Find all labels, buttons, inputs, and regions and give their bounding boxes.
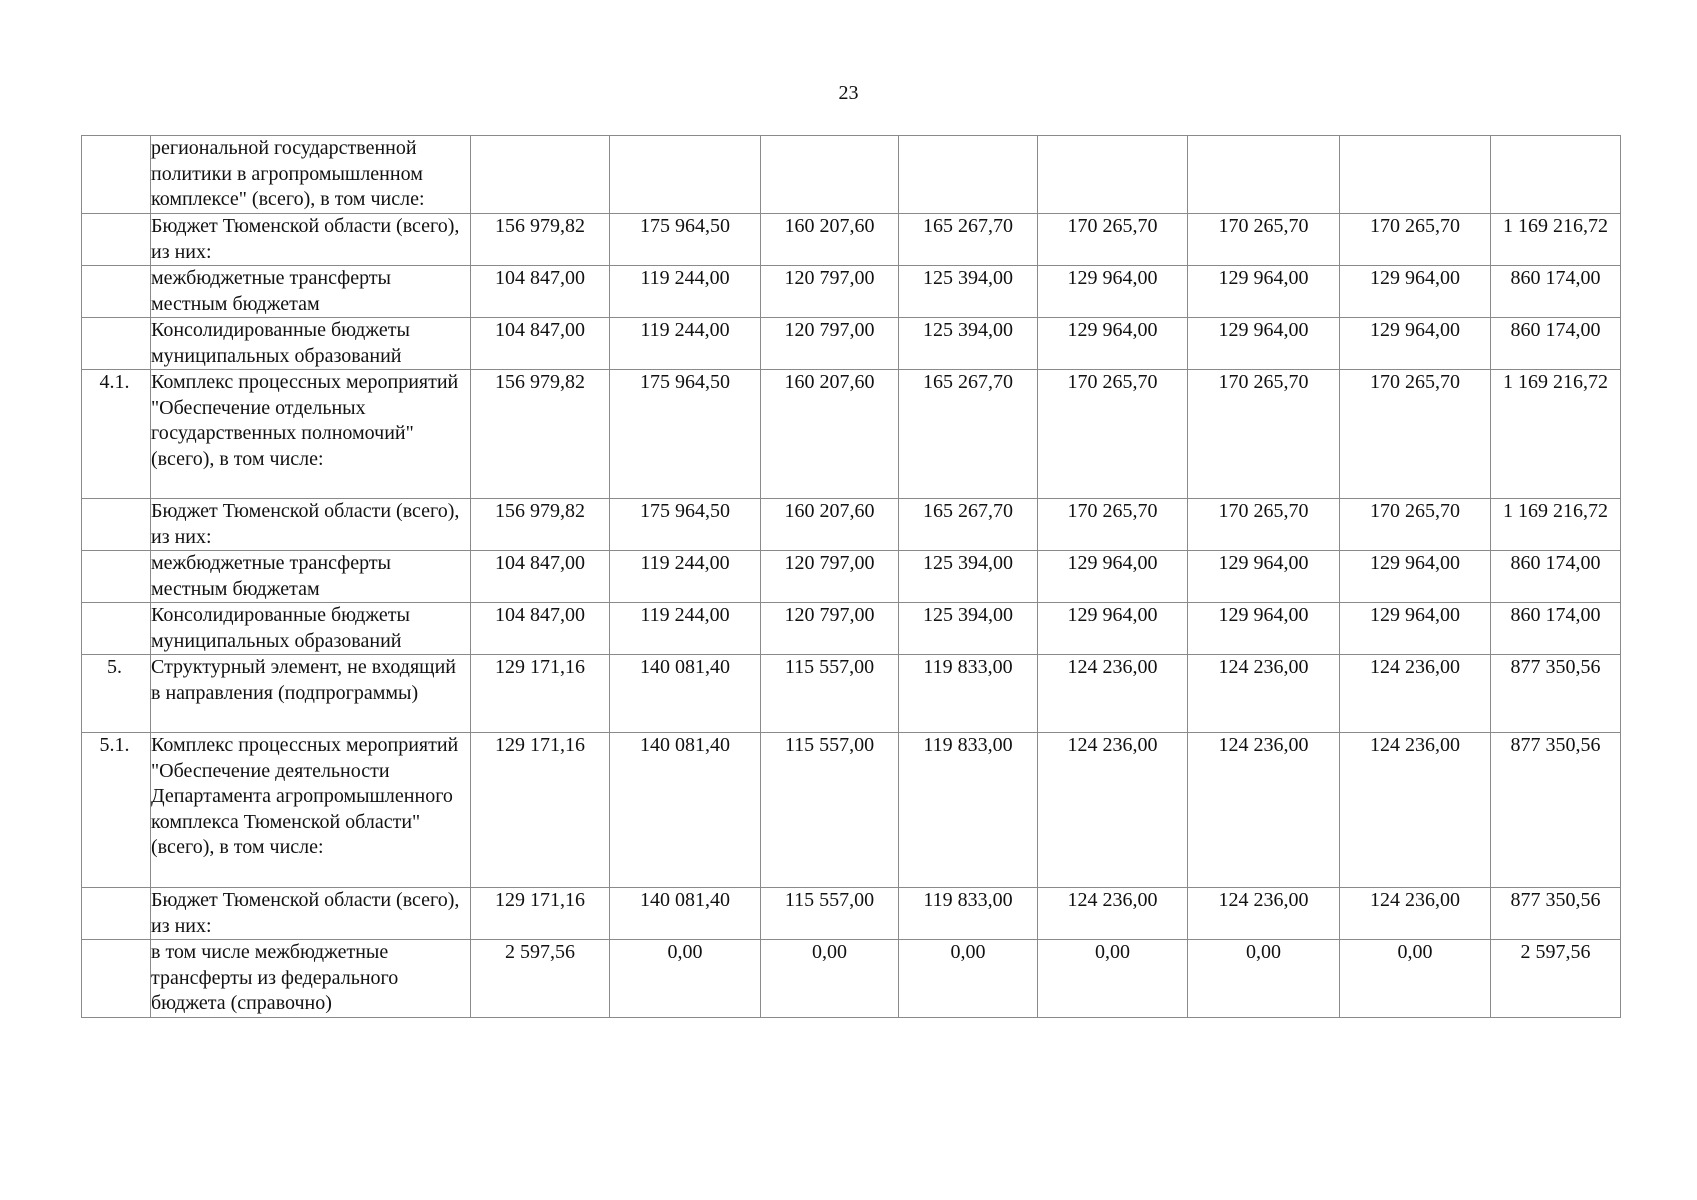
table-row bbox=[82, 551, 1621, 603]
value-cell: 170 265,70 bbox=[1188, 370, 1340, 499]
value-cell: 165 267,70 bbox=[899, 214, 1038, 266]
value-cell: 165 267,70 bbox=[899, 499, 1038, 551]
row-number-cell bbox=[82, 318, 151, 370]
value-cell bbox=[610, 136, 761, 214]
value-cell: 129 964,00 bbox=[1340, 318, 1491, 370]
table-row bbox=[82, 318, 1621, 370]
row-description-cell: региональной государственной политики в агропромышленном комплексе" (всего), в том числе: bbox=[151, 136, 471, 214]
value-cell: 129 964,00 bbox=[1038, 603, 1188, 655]
value-cell: 1 169 216,72 bbox=[1491, 499, 1621, 551]
value-cell: 156 979,82 bbox=[471, 214, 610, 266]
row-description-cell: Консолидированные бюджеты муниципальных образований bbox=[151, 603, 471, 655]
value-cell: 2 597,56 bbox=[1491, 940, 1621, 1018]
value-cell: 860 174,00 bbox=[1491, 551, 1621, 603]
value-cell: 140 081,40 bbox=[610, 733, 761, 888]
table-row bbox=[82, 888, 1621, 940]
row-description-cell: Бюджет Тюменской области (всего), из них: bbox=[151, 888, 471, 940]
value-cell: 119 244,00 bbox=[610, 318, 761, 370]
value-cell: 129 964,00 bbox=[1188, 551, 1340, 603]
row-number-cell bbox=[82, 136, 151, 214]
value-cell: 170 265,70 bbox=[1038, 499, 1188, 551]
row-description-cell: Бюджет Тюменской области (всего), из них: bbox=[151, 214, 471, 266]
value-cell: 156 979,82 bbox=[471, 370, 610, 499]
value-cell: 104 847,00 bbox=[471, 603, 610, 655]
value-cell: 170 265,70 bbox=[1188, 499, 1340, 551]
value-cell: 1 169 216,72 bbox=[1491, 370, 1621, 499]
value-cell: 124 236,00 bbox=[1038, 733, 1188, 888]
value-cell: 129 964,00 bbox=[1188, 266, 1340, 318]
value-cell: 129 964,00 bbox=[1038, 551, 1188, 603]
value-cell: 1 169 216,72 bbox=[1491, 214, 1621, 266]
row-number-cell bbox=[82, 603, 151, 655]
value-cell: 120 797,00 bbox=[761, 551, 899, 603]
value-cell: 124 236,00 bbox=[1340, 888, 1491, 940]
value-cell: 170 265,70 bbox=[1038, 370, 1188, 499]
value-cell: 860 174,00 bbox=[1491, 266, 1621, 318]
value-cell: 119 833,00 bbox=[899, 733, 1038, 888]
value-cell: 860 174,00 bbox=[1491, 603, 1621, 655]
value-cell: 129 171,16 bbox=[471, 655, 610, 733]
value-cell: 129 171,16 bbox=[471, 733, 610, 888]
value-cell: 0,00 bbox=[1188, 940, 1340, 1018]
value-cell: 124 236,00 bbox=[1340, 655, 1491, 733]
value-cell: 160 207,60 bbox=[761, 499, 899, 551]
value-cell: 129 964,00 bbox=[1188, 318, 1340, 370]
table-row bbox=[82, 655, 1621, 733]
value-cell: 140 081,40 bbox=[610, 888, 761, 940]
row-description-cell: Структурный элемент, не входящий в направления (подпрограммы) bbox=[151, 655, 471, 733]
value-cell bbox=[1038, 136, 1188, 214]
value-cell: 860 174,00 bbox=[1491, 318, 1621, 370]
value-cell: 125 394,00 bbox=[899, 551, 1038, 603]
value-cell: 119 244,00 bbox=[610, 551, 761, 603]
value-cell: 0,00 bbox=[1340, 940, 1491, 1018]
value-cell: 175 964,50 bbox=[610, 370, 761, 499]
value-cell: 0,00 bbox=[761, 940, 899, 1018]
value-cell: 175 964,50 bbox=[610, 499, 761, 551]
budget-table bbox=[81, 135, 1621, 1018]
page-number: 23 bbox=[838, 82, 859, 104]
value-cell: 119 833,00 bbox=[899, 655, 1038, 733]
value-cell: 119 244,00 bbox=[610, 266, 761, 318]
row-number-cell bbox=[82, 214, 151, 266]
value-cell: 0,00 bbox=[610, 940, 761, 1018]
value-cell: 129 964,00 bbox=[1340, 551, 1491, 603]
row-description-cell: в том числе межбюджетные трансферты из федерального бюджета (справочно) bbox=[151, 940, 471, 1018]
value-cell: 120 797,00 bbox=[761, 266, 899, 318]
value-cell: 125 394,00 bbox=[899, 603, 1038, 655]
value-cell: 160 207,60 bbox=[761, 370, 899, 499]
value-cell: 2 597,56 bbox=[471, 940, 610, 1018]
value-cell: 877 350,56 bbox=[1491, 655, 1621, 733]
value-cell: 119 244,00 bbox=[610, 603, 761, 655]
value-cell: 124 236,00 bbox=[1340, 733, 1491, 888]
table-row bbox=[82, 370, 1621, 499]
value-cell: 156 979,82 bbox=[471, 499, 610, 551]
value-cell: 170 265,70 bbox=[1188, 214, 1340, 266]
table-row bbox=[82, 603, 1621, 655]
value-cell: 124 236,00 bbox=[1038, 655, 1188, 733]
value-cell bbox=[1491, 136, 1621, 214]
value-cell: 165 267,70 bbox=[899, 370, 1038, 499]
value-cell: 175 964,50 bbox=[610, 214, 761, 266]
value-cell: 170 265,70 bbox=[1038, 214, 1188, 266]
value-cell: 120 797,00 bbox=[761, 318, 899, 370]
value-cell: 0,00 bbox=[899, 940, 1038, 1018]
value-cell: 170 265,70 bbox=[1340, 214, 1491, 266]
value-cell: 119 833,00 bbox=[899, 888, 1038, 940]
row-description-cell: Комплекс процессных мероприятий "Обеспечение отдельных государственных полномочий" (всего), в том числе: bbox=[151, 370, 471, 499]
table-row bbox=[82, 214, 1621, 266]
value-cell: 104 847,00 bbox=[471, 318, 610, 370]
value-cell: 115 557,00 bbox=[761, 655, 899, 733]
row-number-cell bbox=[82, 499, 151, 551]
value-cell: 129 964,00 bbox=[1340, 266, 1491, 318]
row-number-cell bbox=[82, 888, 151, 940]
value-cell: 124 236,00 bbox=[1038, 888, 1188, 940]
value-cell: 160 207,60 bbox=[761, 214, 899, 266]
row-number-cell: 5.1. bbox=[82, 733, 151, 888]
value-cell: 104 847,00 bbox=[471, 266, 610, 318]
value-cell: 140 081,40 bbox=[610, 655, 761, 733]
value-cell bbox=[1340, 136, 1491, 214]
value-cell: 129 171,16 bbox=[471, 888, 610, 940]
row-number-cell bbox=[82, 940, 151, 1018]
value-cell: 170 265,70 bbox=[1340, 370, 1491, 499]
value-cell: 104 847,00 bbox=[471, 551, 610, 603]
table-body bbox=[82, 136, 1621, 1018]
value-cell: 125 394,00 bbox=[899, 266, 1038, 318]
table-row bbox=[82, 499, 1621, 551]
value-cell bbox=[471, 136, 610, 214]
value-cell: 124 236,00 bbox=[1188, 888, 1340, 940]
value-cell: 120 797,00 bbox=[761, 603, 899, 655]
row-number-cell: 4.1. bbox=[82, 370, 151, 499]
row-number-cell bbox=[82, 551, 151, 603]
value-cell: 877 350,56 bbox=[1491, 888, 1621, 940]
table-row bbox=[82, 733, 1621, 888]
row-description-cell: Бюджет Тюменской области (всего), из них: bbox=[151, 499, 471, 551]
row-description-cell: межбюджетные трансферты местным бюджетам bbox=[151, 266, 471, 318]
value-cell: 115 557,00 bbox=[761, 733, 899, 888]
value-cell bbox=[761, 136, 899, 214]
row-number-cell: 5. bbox=[82, 655, 151, 733]
value-cell: 124 236,00 bbox=[1188, 655, 1340, 733]
value-cell bbox=[1188, 136, 1340, 214]
value-cell: 129 964,00 bbox=[1038, 318, 1188, 370]
value-cell: 129 964,00 bbox=[1340, 603, 1491, 655]
value-cell: 170 265,70 bbox=[1340, 499, 1491, 551]
table-row bbox=[82, 136, 1621, 214]
value-cell: 129 964,00 bbox=[1188, 603, 1340, 655]
value-cell: 877 350,56 bbox=[1491, 733, 1621, 888]
value-cell: 129 964,00 bbox=[1038, 266, 1188, 318]
value-cell: 0,00 bbox=[1038, 940, 1188, 1018]
value-cell bbox=[899, 136, 1038, 214]
table-row bbox=[82, 266, 1621, 318]
row-description-cell: Консолидированные бюджеты муниципальных образований bbox=[151, 318, 471, 370]
value-cell: 124 236,00 bbox=[1188, 733, 1340, 888]
row-description-cell: Комплекс процессных мероприятий "Обеспечение деятельности Департамента агропромышленного комплекса Тюменской области" (всего), в том числе: bbox=[151, 733, 471, 888]
value-cell: 125 394,00 bbox=[899, 318, 1038, 370]
row-number-cell bbox=[82, 266, 151, 318]
table-row bbox=[82, 940, 1621, 1018]
value-cell: 115 557,00 bbox=[761, 888, 899, 940]
row-description-cell: межбюджетные трансферты местным бюджетам bbox=[151, 551, 471, 603]
